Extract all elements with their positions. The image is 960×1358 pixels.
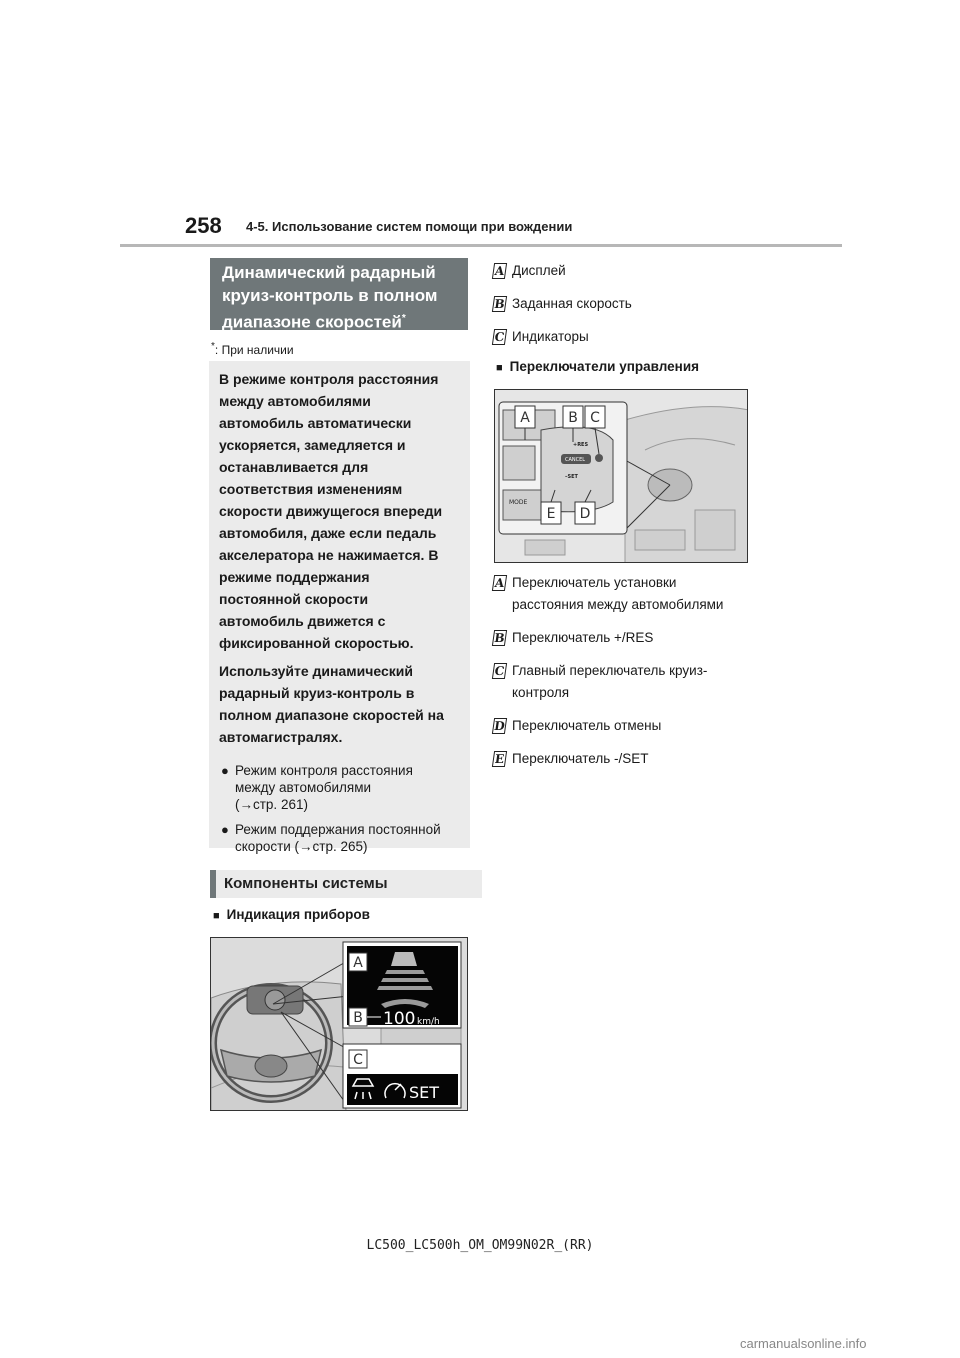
header-divider (120, 244, 842, 247)
info-line: Используйте динамический (219, 663, 413, 679)
info-line: автомобиль движется с (219, 613, 386, 629)
legend-text: Переключатель отмены (512, 718, 662, 733)
info-line: автомагистралях. (219, 729, 343, 745)
mode-button-label: MODE (509, 499, 528, 506)
info-paragraph-2 (219, 660, 460, 748)
figure2-callout-e: E (546, 506, 556, 522)
display-legend (493, 260, 753, 359)
legend-item (493, 748, 753, 770)
legend-text: контроля (512, 685, 570, 700)
figure1-callout-b: B (353, 1010, 363, 1026)
info-line: ускоряется, замедляется и (219, 437, 406, 453)
control-switches-figure (494, 389, 748, 563)
square-bullet-icon: ■ (496, 362, 503, 374)
info-line: радарный круиз-контроль в (219, 685, 415, 701)
legend-text: Индикаторы (512, 329, 589, 344)
info-line: акселератора не нажимается. В (219, 547, 439, 563)
legend-text: Переключатель -/SET (512, 751, 649, 766)
subheading-instrument-display: ■ Индикация приборов (213, 907, 370, 922)
set-switch-label: –SET (565, 474, 578, 480)
subheading-control-switches: ■ Переключатели управления (496, 359, 699, 374)
info-line: постоянной скорости (219, 591, 369, 607)
legend-letter-badge: C (493, 330, 506, 344)
legend-letter-badge: C (493, 664, 506, 678)
figure1-speed-unit: km/h (417, 1017, 440, 1027)
legend-letter-badge: D (493, 719, 506, 733)
bullet-item (219, 821, 460, 855)
legend-letter-badge: B (493, 631, 506, 645)
info-line: между автомобилями (219, 393, 371, 409)
figure1-callout-a: A (353, 955, 363, 971)
info-line: соответствия изменениям (219, 481, 403, 497)
info-paragraph-1 (219, 368, 460, 654)
watermark: carmanualsonline.info (740, 1336, 867, 1351)
legend-text: Дисплей (512, 263, 566, 278)
legend-item (493, 293, 753, 315)
section-heading-components: Компоненты системы (210, 870, 482, 898)
legend-item (493, 572, 753, 616)
res-switch-label: +RES (573, 442, 589, 448)
legend-letter-badge: A (493, 576, 506, 590)
switches-legend (493, 572, 753, 781)
legend-text: расстояния между автомобилями (512, 597, 724, 612)
page-reference-link[interactable]: скорости (→стр. 265) (235, 839, 368, 854)
feature-title-line-3: диапазоне скоростей* (222, 312, 406, 332)
legend-item (493, 260, 753, 282)
legend-letter-badge: A (493, 264, 506, 278)
legend-item (493, 660, 753, 704)
figure1-callout-c: C (353, 1052, 363, 1068)
bullet-dot-icon: ● (221, 822, 229, 837)
info-box (209, 361, 470, 854)
section-title: 4-5. Использование систем помощи при вождении (246, 219, 573, 234)
legend-item (493, 715, 753, 737)
info-line: фиксированной скоростью. (219, 635, 414, 651)
dashboard-illustration (211, 938, 468, 1111)
legend-letter-badge: E (492, 751, 507, 767)
legend-text: Заданная скорость (512, 296, 632, 311)
bullet-dot-icon: ● (221, 763, 229, 778)
bullet-line: Режим поддержания постоянной (235, 822, 441, 837)
info-line: полном диапазоне скоростей на (219, 707, 444, 723)
footnote (211, 341, 294, 357)
figure1-speed: 100 (383, 1009, 416, 1029)
footnote-text: : При наличии (214, 343, 294, 357)
info-line: останавливается для (219, 459, 369, 475)
legend-text: Переключатель +/RES (512, 630, 654, 645)
footnote-asterisk: * (401, 313, 406, 324)
legend-text: Переключатель установки (512, 575, 677, 590)
page-reference-link[interactable]: (→стр. 261) (235, 797, 308, 812)
legend-letter-badge: B (493, 297, 506, 311)
figure2-callout-b: B (568, 410, 578, 426)
info-line: автомобиля, даже если педаль (219, 525, 437, 541)
feature-title-line-1: Динамический радарный (222, 263, 436, 282)
figure2-callout-a: A (520, 410, 530, 426)
bullet-item (219, 762, 460, 813)
bullet-line: между автомобилями (235, 780, 372, 795)
legend-text: Главный переключатель круиз- (512, 663, 708, 678)
figure1-set-label: SET (409, 1083, 440, 1102)
instrument-display-figure (210, 937, 468, 1111)
feature-title-line-2: круиз-контроль в полном (222, 286, 438, 305)
feature-title-box (210, 258, 468, 330)
cancel-switch-label: CANCEL (565, 457, 586, 463)
square-bullet-icon: ■ (213, 910, 220, 922)
bullet-line: Режим контроля расстояния (235, 763, 413, 778)
info-line: режиме поддержания (219, 569, 370, 585)
document-code-footer: LC500_LC500h_OM_OM99N02R_(RR) (366, 1238, 594, 1253)
legend-item (493, 627, 753, 649)
legend-item (493, 326, 753, 348)
info-line: В режиме контроля расстояния (219, 371, 439, 387)
info-line: скорости движущегося впереди (219, 503, 443, 519)
page-number: 258 (185, 213, 222, 238)
figure2-callout-d: D (579, 506, 591, 522)
steering-switches-illustration (495, 390, 748, 563)
footnote-mark: * (211, 341, 215, 352)
figure2-callout-c: C (590, 410, 600, 426)
info-line: автомобиль автоматически (219, 415, 412, 431)
